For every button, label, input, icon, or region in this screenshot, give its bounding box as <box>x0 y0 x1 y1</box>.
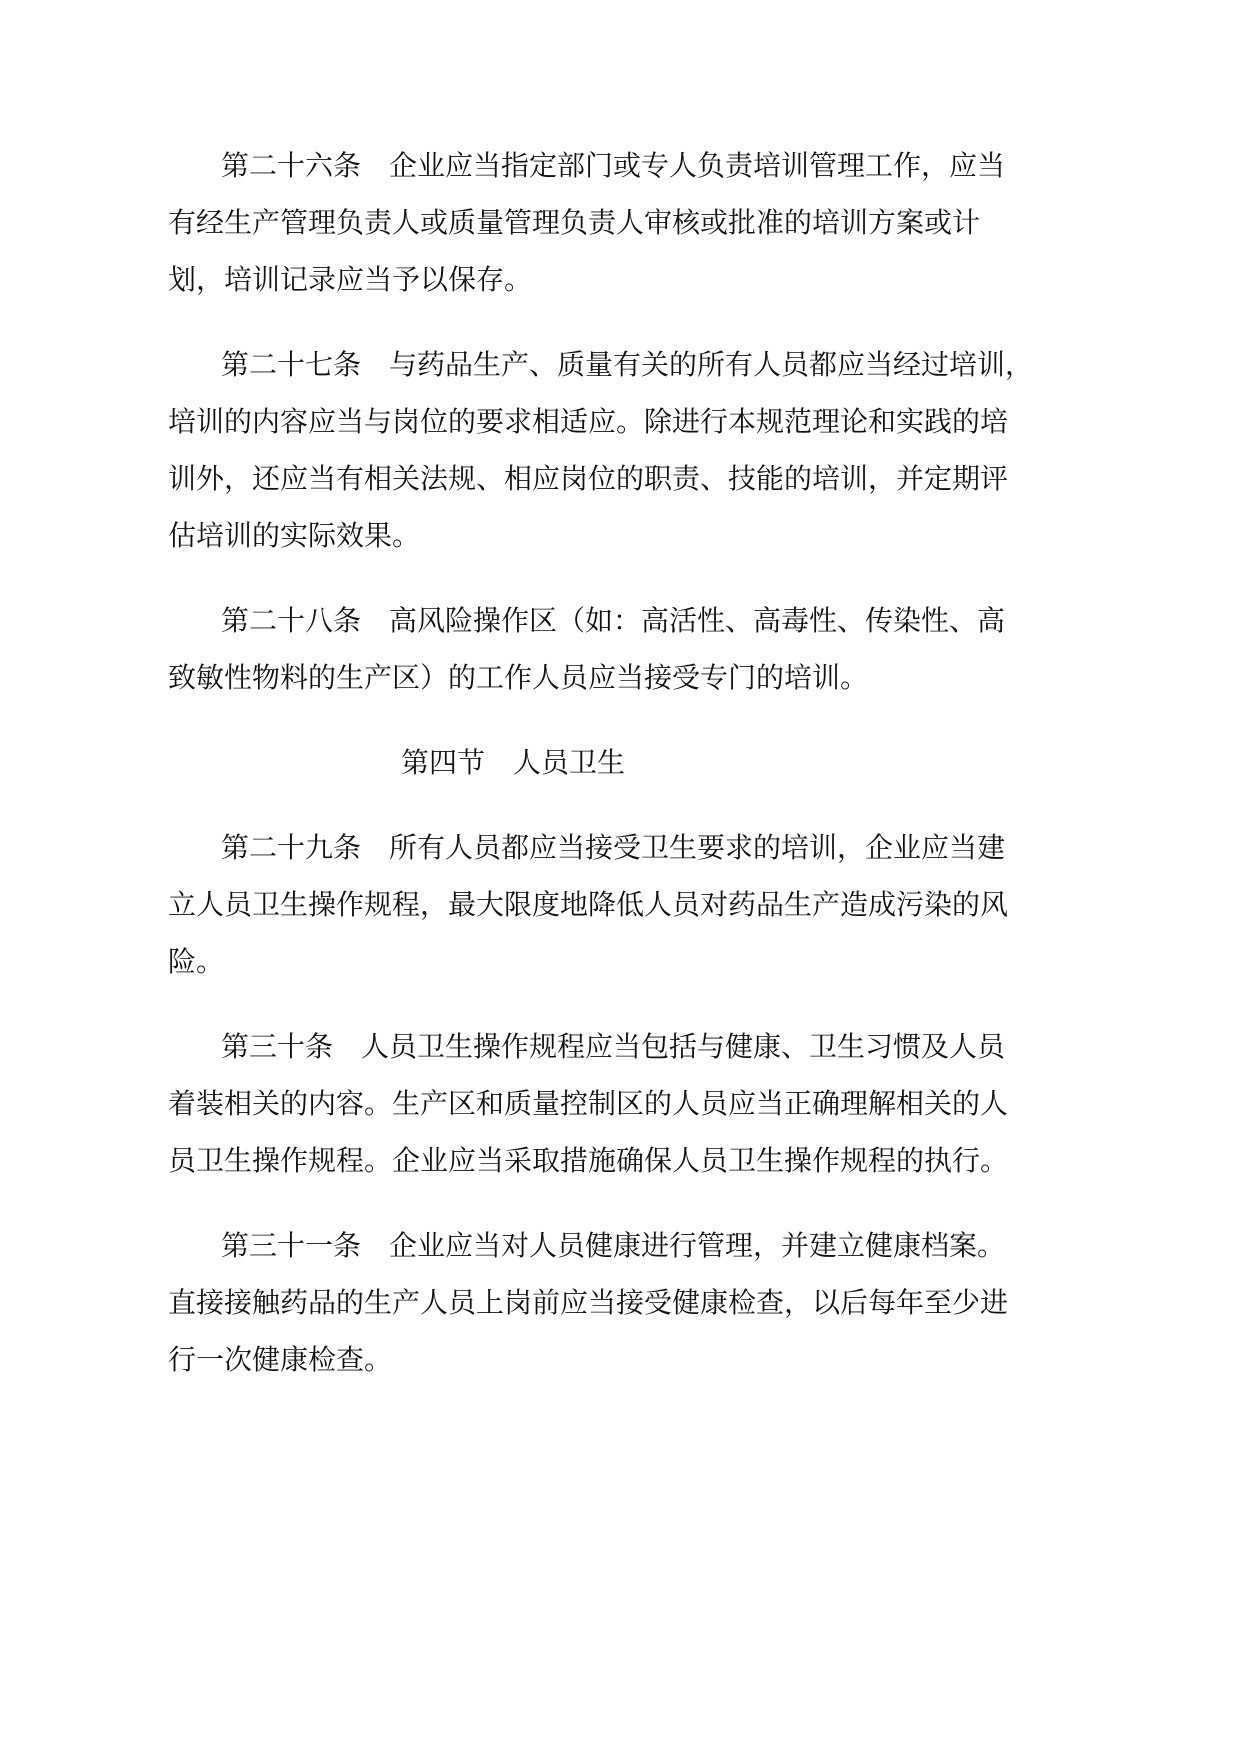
article-30-line-1: 第三十条 人员卫生操作规程应当包括与健康、卫生习惯及人员 <box>221 1030 1006 1063</box>
article-31-line-2: 直接接触药品的生产人员上岗前应当接受健康检查，以后每年至少进 <box>168 1286 1009 1319</box>
article-27-line-2: 培训的内容应当与岗位的要求相适应。除进行本规范理论和实践的培 <box>168 405 1009 438</box>
article-27-line-1: 第二十七条 与药品生产、质量有关的所有人员都应当经过培训， <box>221 348 1034 381</box>
section-heading: 第四节 人员卫生 <box>401 746 626 779</box>
article-26-line-2: 有经生产管理负责人或质量管理负责人审核或批准的培训方案或计 <box>168 206 981 239</box>
article-30-line-2: 着装相关的内容。生产区和质量控制区的人员应当正确理解相关的人 <box>168 1087 1009 1120</box>
article-31-line-3: 行一次健康检查。 <box>168 1343 393 1376</box>
article-27-line-4: 估培训的实际效果。 <box>168 519 421 552</box>
article-26-line-1: 第二十六条 企业应当指定部门或专人负责培训管理工作，应当 <box>221 149 1006 182</box>
article-29-line-3: 险。 <box>168 945 225 978</box>
article-26-line-3: 划，培训记录应当予以保存。 <box>168 263 533 296</box>
article-28-line-2: 致敏性物料的生产区）的工作人员应当接受专门的培训。 <box>168 661 869 694</box>
article-31-line-1: 第三十一条 企业应当对人员健康进行管理，并建立健康档案。 <box>221 1229 1006 1262</box>
article-27-line-3: 训外，还应当有相关法规、相应岗位的职责、技能的培训，并定期评 <box>168 462 1009 495</box>
article-30-line-3: 员卫生操作规程。企业应当采取措施确保人员卫生操作规程的执行。 <box>168 1144 1009 1177</box>
article-29-line-1: 第二十九条 所有人员都应当接受卫生要求的培训，企业应当建 <box>221 831 1006 864</box>
article-29-line-2: 立人员卫生操作规程，最大限度地降低人员对药品生产造成污染的风 <box>168 888 1009 921</box>
article-28-line-1: 第二十八条 高风险操作区（如：高活性、高毒性、传染性、高 <box>221 604 1006 637</box>
